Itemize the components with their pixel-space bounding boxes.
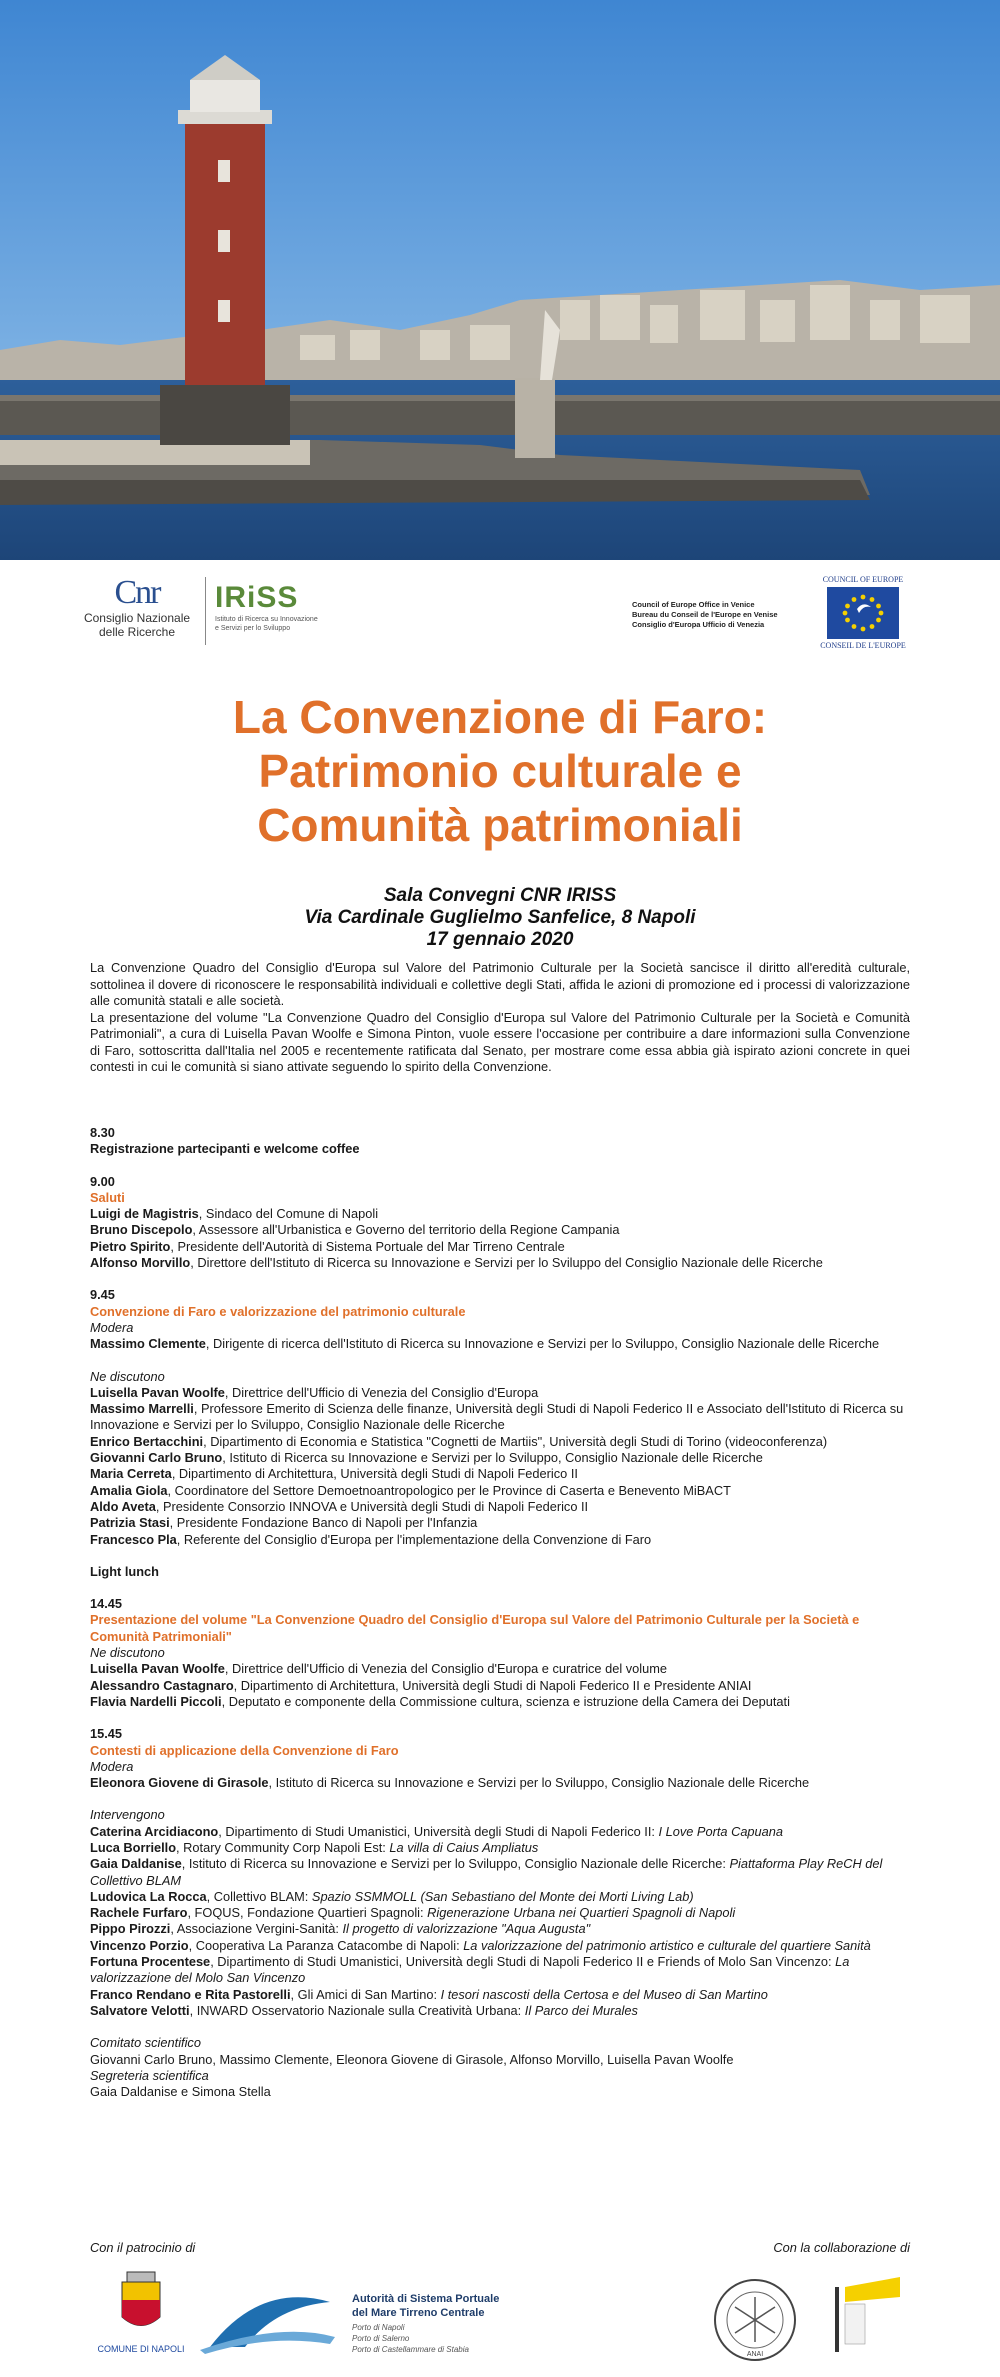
svg-text:ANAI: ANAI — [746, 2351, 764, 2358]
speaker-line: Patrizia Stasi, Presidente Fondazione Banco di Napoli per l'Infanzia — [90, 1515, 478, 1531]
speaker-line: Amalia Giola, Coordinatore del Settore Demoetnoantropologico per le Province di Caserta e Benevento MiBACT — [90, 1482, 731, 1498]
speaker-line: Enrico Bertacchini, Dipartimento di Economia e Statistica "Cognetti de Martiis", Università degli Studi di Torino (videoconferenza) — [90, 1433, 828, 1449]
secretariat-title: Segreteria scientifica — [90, 2067, 209, 2083]
hero-photo — [0, 0, 1000, 560]
comune-napoli-crest-icon — [122, 2272, 160, 2326]
program-block — [90, 1596, 910, 1710]
speaker-line: Alfonso Morvillo, Direttore dell'Istituto di Ricerca su Innovazione e Servizi per lo Sviluppo del Consiglio Nazionale delle Ricerche — [90, 1255, 823, 1271]
footer-labels — [90, 2240, 910, 2258]
patronage-label: Con il patrocinio di — [90, 2240, 196, 2255]
session-text: Light lunch — [90, 1563, 159, 1579]
role-label: Intervengono — [90, 1807, 165, 1823]
program-block — [90, 1726, 910, 2019]
speaker-line: Franco Rendano e Rita Pastorelli, Gli Amici di San Martino: I tesori nascosti della Certosa e del Museo di San Martino — [90, 1986, 768, 2002]
venue-info — [60, 885, 940, 951]
intro-paragraph: La Convenzione Quadro del Consiglio d'Europa sul Valore del Patrimonio Culturale per la Società sancisce il diritto all'eredità culturale, sottolinea il dovere di riconoscere le responsabilità individuali e collettive degli Stati, affida le azioni di promozione ed i processi di valorizzazione alle comunità statali e alle società. — [90, 960, 910, 1008]
collaboration-label: Con la collaborazione di — [773, 2240, 910, 2255]
iriss-mark: IRiSS — [215, 581, 299, 614]
cnr-mark: Cnr — [114, 574, 160, 611]
svg-text:Autorità di Sistema Portuale: Autorità di Sistema Portuale — [352, 2293, 500, 2305]
session-title: Contesti di applicazione della Convenzione di Faro — [90, 1742, 399, 1758]
speaker-line: Rachele Furfaro, FOQUS, Fondazione Quartieri Spagnoli: Rigenerazione Urbana nei Quartieri Spagnoli di Napoli — [90, 1905, 736, 1921]
session-time: 14.45 — [90, 1596, 123, 1612]
role-label: Modera — [90, 1758, 134, 1774]
lighthouse-photo — [0, 0, 1000, 560]
committee-names: Giovanni Carlo Bruno, Massimo Clemente, Eleonora Giovene di Girasole, Alfonso Morvillo, Luisella Pavan Woolfe — [90, 2051, 734, 2067]
session-text: Registrazione partecipanti e welcome coffee — [90, 1141, 360, 1157]
event-date: 17 gennaio 2020 — [426, 929, 574, 950]
speaker-line: Fortuna Procentese, Dipartimento di Studi Umanistici, Università degli Studi di Napoli Federico II e Friends of Molo San Vincenzo: La valorizzazione del Molo San Vincenzo — [90, 1954, 850, 1986]
session-time: 8.30 — [90, 1125, 115, 1140]
cnr-logo — [82, 575, 192, 639]
role-label: Ne discutono — [90, 1645, 165, 1661]
coe-office-text: Council of Europe Office in Venice Bureau du Conseil de l'Europe en Venise Consiglio d'Europa Ufficio di Venezia — [632, 600, 778, 629]
speaker-line: Alessandro Castagnaro, Dipartimento di Architettura, Università degli Studi di Napoli Federico II e Presidente ANIAI — [90, 1677, 752, 1693]
session-time: 15.45 — [90, 1726, 123, 1742]
committee-title: Comitato scientifico — [90, 2035, 201, 2051]
intro-text — [90, 960, 910, 1076]
program-block — [90, 1564, 910, 1580]
speaker-line: Luigi de Magistris, Sindaco del Comune di Napoli — [90, 1206, 379, 1222]
speaker-line: Giovanni Carlo Bruno, Istituto di Ricerca su Innovazione e Servizi per lo Sviluppo, Consiglio Nazionale delle Ricerche — [90, 1450, 763, 1466]
venue-hall: Sala Convegni CNR IRISS — [383, 885, 617, 906]
speaker-line: Massimo Marrelli, Professore Emerito di Scienza delle finanze, Università degli Studi di Napoli Federico II e Associato dell'Istituto di Ricerca su Innovazione e Servizi per lo Sviluppo, Consiglio Nazionale delle Ricerche — [90, 1401, 904, 1433]
speaker-line: Luisella Pavan Woolfe, Direttrice dell'Ufficio di Venezia del Consiglio d'Europa e curatrice del volume — [90, 1661, 667, 1677]
speaker-line: Vincenzo Porzio, Cooperativa La Paranza Catacombe di Napoli: La valorizzazione del patrimonio artistico e culturale del quartiere Sanità — [90, 1937, 871, 1953]
svg-text:Porto di Castellammare di Stab: Porto di Castellammare di Stabia — [352, 2345, 469, 2354]
session-time: 9.45 — [90, 1287, 115, 1303]
program-block — [90, 1174, 910, 1272]
speaker-line: Gaia Daldanise, Istituto di Ricerca su Innovazione e Servizi per lo Sviluppo, Consiglio Nazionale delle Ricerche: Piattaforma Play ReCH del Collettivo BLAM — [90, 1856, 883, 1888]
speaker-line: Luca Borriello, Rotary Community Corp Napoli Est: La villa di Caius Ampliatus — [90, 1839, 539, 1855]
partner-logos — [0, 2262, 1000, 2372]
header-logos — [0, 565, 1000, 665]
logo-divider — [205, 577, 206, 645]
iriss-logo: IRiSS Istituto di Ricerca su Innovazione e Servizi per lo Sviluppo — [215, 581, 335, 633]
eu-stars-icon — [827, 587, 899, 639]
council-of-europe-logo: COUNCIL OF EUROPE CONSEIL DE L'EUROPE — [820, 575, 906, 650]
speaker-line: Massimo Clemente, Dirigente di ricerca dell'Istituto di Ricerca su Innovazione e Servizi per lo Sviluppo, Consiglio Nazionale delle Ricerche — [90, 1336, 880, 1352]
speaker-line: Bruno Discepolo, Assessore all'Urbanistica e Governo del territorio della Regione Campania — [90, 1222, 620, 1238]
role-label: Modera — [90, 1319, 134, 1335]
footer-logos — [0, 2262, 1000, 2372]
anai-seal-icon — [715, 2280, 795, 2360]
napoli-label: COMUNE DI NAPOLI — [97, 2344, 185, 2354]
svg-text:Porto di Salerno: Porto di Salerno — [352, 2334, 410, 2343]
committee — [90, 2035, 910, 2100]
program — [90, 1125, 910, 2116]
speaker-line: Salvatore Velotti, INWARD Osservatorio Nazionale sulla Creatività Urbana: Il Parco dei Murales — [90, 2002, 638, 2018]
cnr-name: Consiglio Nazionale delle Ricerche — [83, 611, 191, 639]
venue-address: Via Cardinale Guglielmo Sanfelice, 8 Napoli — [304, 907, 696, 928]
speaker-line: Luisella Pavan Woolfe, Direttrice dell'Ufficio di Venezia del Consiglio d'Europa — [90, 1384, 539, 1400]
speaker-line: Aldo Aveta, Presidente Consorzio INNOVA e Università degli Studi di Napoli Federico II — [90, 1498, 589, 1514]
program-block — [90, 1287, 910, 1547]
program-block — [90, 1125, 910, 1158]
speaker-line: Maria Cerreta, Dipartimento di Architettura, Università degli Studi di Napoli Federico II — [90, 1466, 578, 1482]
speaker-line: Francesco Pla, Referente del Consiglio d'Europa per l'implementazione della Convenzione di Faro — [90, 1531, 652, 1547]
speaker-line: Eleonora Giovene di Girasole, Istituto di Ricerca su Innovazione e Servizi per lo Sviluppo, Consiglio Nazionale delle Ricerche — [90, 1775, 810, 1791]
speaker-line: Caterina Arcidiacono, Dipartimento di Studi Umanistici, Università degli Studi di Napoli Federico II: I Love Porta Capuana — [90, 1823, 784, 1839]
speaker-line: Pietro Spirito, Presidente dell'Autorità di Sistema Portuale del Mar Tirreno Centrale — [90, 1238, 565, 1254]
session-title: Presentazione del volume "La Convenzione Quadro del Consiglio d'Europa sul Valore del Patrimonio Culturale per la Società e Comunità Patrimoniali" — [90, 1612, 860, 1644]
session-time: 9.00 — [90, 1173, 115, 1189]
svg-text:Porto di Napoli: Porto di Napoli — [352, 2323, 405, 2332]
intro-paragraph: La presentazione del volume "La Convenzione Quadro del Consiglio d'Europa sul Valore del Patrimonio Culturale per la Società e Comunità Patrimoniali", a cura di Luisella Pavan Woolfe e Simona Pinton, vuole essere l'occasione per contribuire a dare informazioni sulla Convenzione di Faro, sottoscritta dall'Italia nel 2005 e recentemente ratificata dal Senato, per mostrare come essa abbia già ispirato azioni concrete in quei contesti in cui le comunità si siano attivate seguendo lo spirito della Convenzione. — [90, 1009, 910, 1074]
session-title: Convenzione di Faro e valorizzazione del patrimonio culturale — [90, 1303, 466, 1319]
partner-badge-icon — [835, 2277, 900, 2352]
port-authority-wave-icon — [200, 2297, 335, 2354]
role-label: Ne discutono — [90, 1368, 165, 1384]
speaker-line: Ludovica La Rocca, Collettivo BLAM: Spazio SSMMOLL (San Sebastiano del Monte dei Morti Living Lab) — [90, 1888, 694, 1904]
secretariat-names: Gaia Daldanise e Simona Stella — [90, 2084, 271, 2100]
speaker-line: Flavia Nardelli Piccoli, Deputato e componente della Commissione cultura, scienza e istruzione della Camera dei Deputati — [90, 1693, 790, 1709]
speaker-line: Pippo Pirozzi, Associazione Vergini-Sanità: Il progetto di valorizzazione "Aqua Augusta" — [90, 1921, 591, 1937]
event-title: La Convenzione di Faro: Patrimonio culturale e Comunità patrimoniali — [232, 691, 768, 851]
svg-text:del Mare Tirreno Centrale: del Mare Tirreno Centrale — [352, 2307, 485, 2319]
session-title: Saluti — [90, 1189, 125, 1205]
